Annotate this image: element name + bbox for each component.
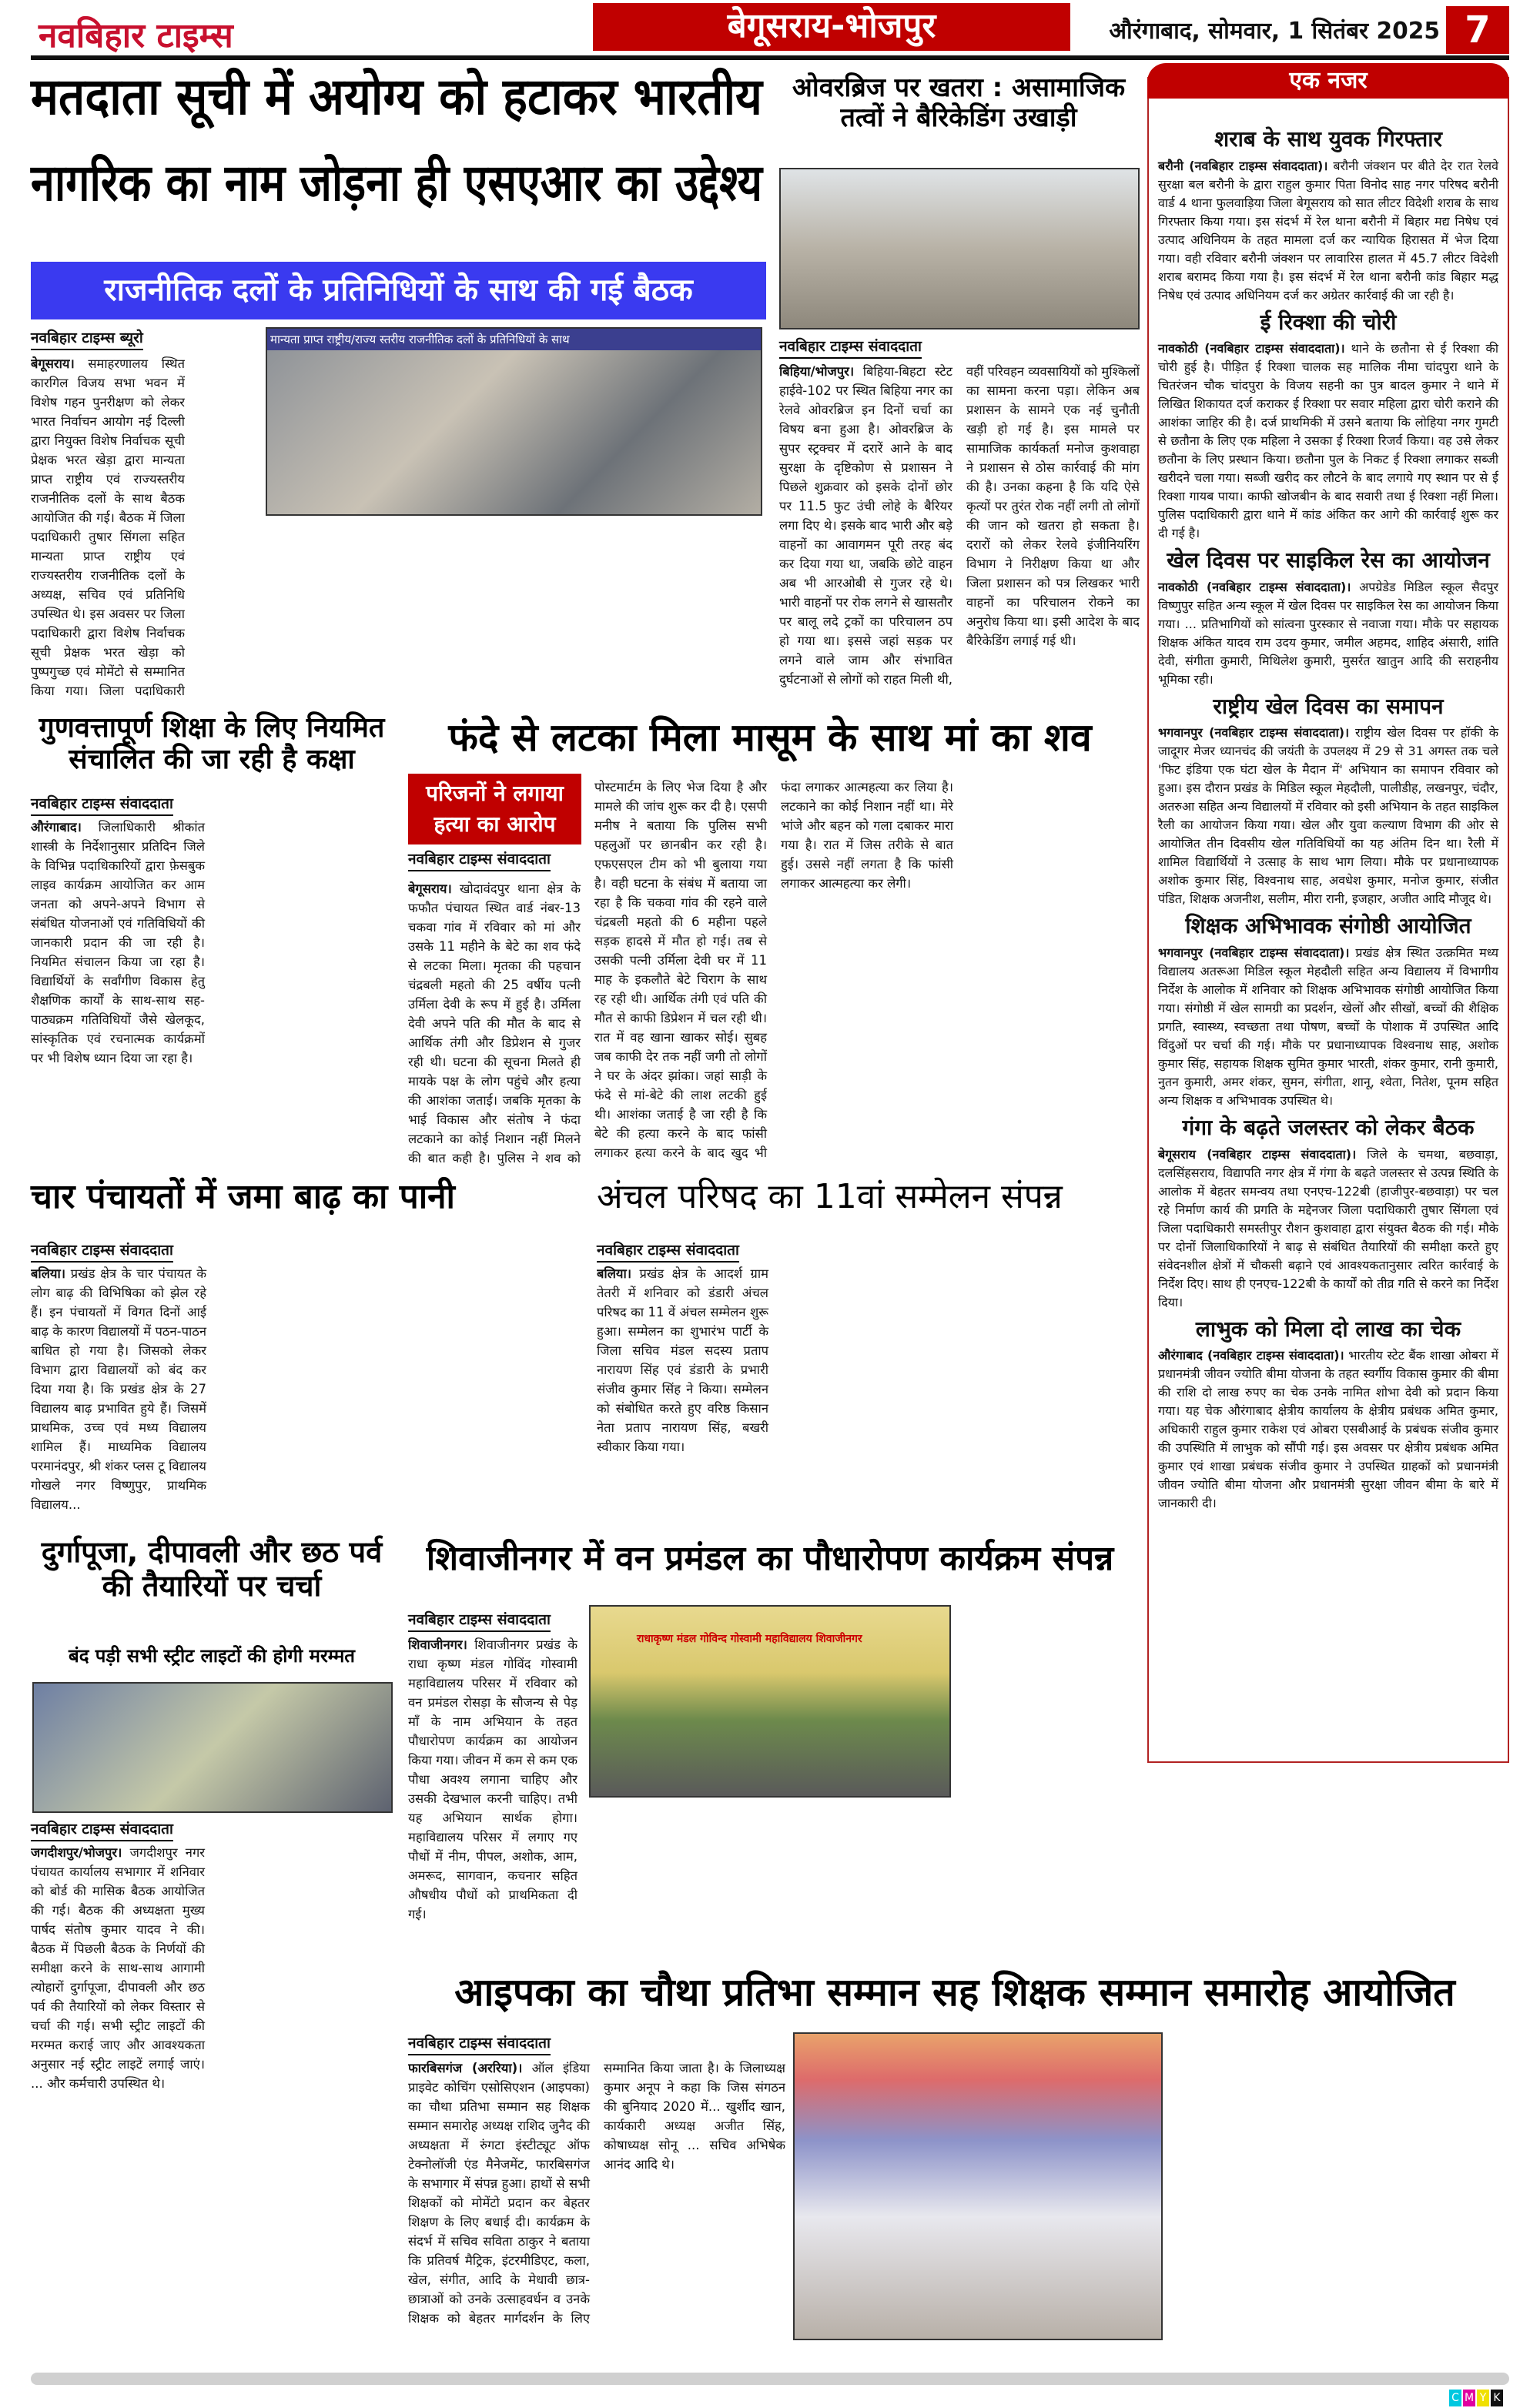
flood-byline-block bbox=[31, 1239, 200, 1267]
dateline: फारबिसगंज (अररिया)। bbox=[408, 2061, 523, 2075]
durgapuja-body bbox=[31, 1843, 393, 2343]
education-byline-block bbox=[31, 793, 200, 821]
education-body bbox=[31, 818, 393, 1172]
cmyk-k: K bbox=[1491, 2390, 1503, 2406]
dateline: बेगूसराय। bbox=[31, 356, 75, 371]
ek-nazar-headline: खेल दिवस पर साइकिल रेस का आयोजन bbox=[1167, 547, 1490, 574]
ek-nazar-text bbox=[1158, 1145, 1498, 1312]
flood-headline: चार पंचायतों में जमा बाढ़ का पानी bbox=[31, 1177, 455, 1216]
shivajinagar-col1 bbox=[408, 1635, 578, 1957]
hanging-kicker: परिजनों ने लगाया हत्या का आरोप bbox=[408, 774, 581, 844]
anchal-byline-block bbox=[597, 1239, 766, 1267]
dateline: जगदीशपुर/भोजपुर। bbox=[31, 1845, 122, 1860]
ek-nazar-text bbox=[1158, 1346, 1498, 1513]
aipaka-photo bbox=[793, 2032, 1163, 2340]
article-body: जिले के चमथा, बछवाड़ा, दलसिंहसराय, विद्यापति नगर क्षेत्र में गंगा के बढ़ते जलस्तर से उत्पन्न स्थिति के आलोक में बेहतर समन्वय तथा एनएच-122बी (हाजीपुर-बछवाड़ा) पर चल रहे निर्माण कार्य की प्रगति के मद्देनजर जिला पदाधिकारी तुषार सिंगला एवं जिला पदाधिकारी समस्तीपुर रौशन कुशवाहा द्वारा संयुक्त बैठक की गई। मौके पर दोनों जिलाधिकारियों ने बाढ़ से संबंधित तैयारियों की समीक्षा करते हुए संवेदनशील क्षेत्रों में चौकसी बढ़ाने एवं आवश्यकतानुसार त्वरित कार्रवाई के निर्देश दिए। साथ ही एनएच-122बी के कार्यों को तीव्र गति से करने का निर्देश दिया। bbox=[1158, 1146, 1499, 1309]
byline: नवबिहार टाइम्स संवाददाता bbox=[408, 2032, 551, 2055]
article-body: प्रखंड क्षेत्र स्थित उत्क्रमित मध्य विद्यालय अतरूआ मिडिल स्कूल मेहदौली सहित अन्य विद्यालय में विभागीय निर्देश के आलोक में शनिवार को शिक्षक अभिभावक संगोष्ठी आयोजित किया गया। संगोष्ठी में खेल सामग्री का प्रदर्शन, खेलों और सीखों, बच्चों की शैक्षिक प्रगति, स्वास्थ्य, स्वच्छता तथा पोषण, बच्चों के पोशाक में उपस्थित आदि विंदुओं पर चर्चा की गई। मौके पर प्रधानाध्यापक विश्वनाथ साह, अशोक कुमार सिंह, सहायक शिक्षक सुमित कुमार भारती, शंकर कुमार, रानी कुमारी, नुतन कुमारी, अमर शंकर, सुमन, संगीता, शानू, श्वेता, नितेश, पूनम सहित अन्य शिक्षक व अभिभावक उपस्थित थे। bbox=[1158, 945, 1498, 1108]
kicker-spacer bbox=[408, 778, 581, 879]
dateline: नावकोठी (नवबिहार टाइम्स संवाददाता)। bbox=[1158, 341, 1345, 356]
plantation-photo bbox=[589, 1605, 951, 1798]
dateline: नावकोठी (नवबिहार टाइम्स संवाददाता)। bbox=[1158, 579, 1351, 594]
article-body: जगदीशपुर नगर पंचायत कार्यालय सभागार में शनिवार को बोर्ड की मासिक बैठक आयोजित की गई। बैठक की अध्यक्षता मुख्य पार्षद संतोष कुमार यादव ने की। बैठक में पिछली बैठक के निर्णयों की समीक्षा करने के साथ-साथ आगामी त्योहारों दुर्गापूजा, दीपावली और छठ पर्व की तैयारियों को लेकर विस्तार से चर्चा की गई। सभी स्ट्रीट लाइटों की मरम्मत कराई जाए और आवश्यकता अनुसार नई स्ट्रीट लाइटें लगाई जाएं। ... और कर्मचारी उपस्थित थे। bbox=[31, 1845, 205, 2091]
ek-nazar-headline: गंगा के बढ़ते जलस्तर को लेकर बैठक bbox=[1182, 1114, 1475, 1140]
newspaper-logo: नवबिहार टाइम्स bbox=[38, 16, 233, 55]
lead-story-photo bbox=[266, 327, 762, 516]
article-body: ऑल इंडिया प्राइवेट कोचिंग एसोसिएशन (आइपका) का चौथा प्रतिभा सम्मान सह शिक्षक सम्मान समारोह अध्यक्ष राशिद जुनैद की अध्यक्षता में रुंगटा इंस्टीट्यूट ऑफ टेक्नोलॉजी एंड मैनेजमेंट, फारबिसगंज के सभागार में संपन्न हुआ। हाथों से सभी शिक्षकों को मोमेंटो प्रदान कर बेहतर शिक्षण के लिए बधाई दी। कार्यक्रम के संदर्भ में सचिव सविता ठाकुर ने बताया कि प्रतिवर्ष मैट्रिक, इंटरमीडिएट, कला, खेल, संगीत, आदि के मेधावी छात्र-छात्राओं को उनके उत्साहवर्धन व उनके शिक्षक को बेहतर मार्गदर्शन के लिए सम्मानित किया जाता है। के जिलाध्यक्ष कुमार अनूप ने कहा कि जिस संगठन की बुनियाद 2020 में... खुर्शीद खान, कार्यकारी अध्यक्ष अजीत सिंह, कोषाध्यक्ष सोनू ... सचिव अभिषेक आनंद आदि थे। bbox=[408, 2061, 785, 2326]
article-body: खोदावंदपुर थाना क्षेत्र के फफौत पंचायत स्थित वार्ड नंबर-13 चकवा गांव में रविवार को मां और उसके 11 महीने के बेटे का शव फंदे से लटका मिला। मृतका की पहचान चंद्रबली महतो की 25 वर्षीय पत्नी उर्मिला देवी के रूप में हुई है। उर्मिला देवी अपने पति की मौत के बाद से आर्थिक तंगी और डिप्रेशन से गुजर रही थी। घटना की सूचना मिलते ही मायके पक्ष के लोग पहुंचे और हत्या की आशंका जताई। जबकि मृतका के भाई विकास और संतोष ने फंदा लटकाने का कोई निशान नहीं मिलने की बात कही है। पुलिस ने शव को पोस्टमार्टम के लिए भेज दिया है और मामले की जांच शुरू कर दी है। एसपी मनीष ने बताया कि पुलिस सभी पहलुओं पर छानबीन कर रही है। एफएसएल टीम को भी बुलाया गया है। वही घटना के संबंध में बताया जा रहा है कि चकवा गांव की रहने वाले चंद्रबली महतो की 6 महीना पहले सड़क हादसे में मौत हो गई। तब से उसकी पत्नी उर्मिला देवी घर में 11 माह के इकलौते बेटे चिराग के साथ रह रही थी। आर्थिक तंगी एवं पति की मौत से काफी डिप्रेशन में चल रही थी। रात में वह खाना खाकर सोई। सुबह जब काफी देर तक नहीं जगी तो लोगों ने घर के अंदर झांका। जहां साड़ी के फंदे से मां-बेटे की लाश लटकी हुई थी। आशंका जताई है जा रही है कि बेटे की हत्या करने के बाद फांसी लगाकर हत्या करने के बाद खुद भी फंदा लगाकर आत्महत्या कर लिया है। लटकाने का कोई निशान नहीं था। मेरे भांजे और बहन को गला दबाकर मारा गया है। रात में जिस तरीके से बात हुई। उससे नहीं लगता है कि फांसी लगाकर आत्महत्या कर लेगी। bbox=[408, 780, 953, 1166]
photo-banner-text: मान्यता प्राप्त राष्ट्रीय/राज्य स्तरीय राजनीतिक दलों के प्रतिनिधियों के साथ bbox=[267, 329, 761, 350]
hanging-body bbox=[408, 778, 1140, 1170]
dateline: बेगूसराय। bbox=[408, 881, 452, 896]
shivajinagar-headline: शिवाजीनगर में वन प्रमंडल का पौधारोपण कार्यक्रम संपन्न bbox=[426, 1539, 1114, 1578]
article-body: राष्ट्रीय खेल दिवस पर हॉकी के जादूगर मेजर ध्यानचंद की जयंती के उपलक्ष्य में 29 से 31 अगस्त तक चले 'फिट इंडिया एक घंटा खेल के मैदान में' अभियान का समापन रविवार को हुआ। इस दौरान प्रखंड के मिडिल स्कूल मेहदौली, पालीडीह, लखनपुर, चंदौर, अतरुआ सहित अन्य विद्यालयों में रविवार को इसी अभियान के तहत साइकिल रैली का आयोजन किया गया। खेल और युवा कल्याण विभाग की ओर से आयोजित तीन दिवसीय खेल गतिविधियों का यह अंतिम दिन था। रैली में शामिल विद्यार्थियों ने उत्साह के साथ भाग लिया। मौके पर प्रधानाध्यापक अशोक कुमार सिंह, विश्वनाथ साह, अवधेश कुमार, मनोज कुमार, संजीत पंडित, शिक्षक अजनीश, सलीम, मीरा रानी, इजहार, अजीत आदि मौजूद थे। bbox=[1158, 725, 1498, 907]
article-body: प्रखंड क्षेत्र के आदर्श ग्राम तेतरी में शनिवार को डंडारी अंचल परिषद का 11 वें अंचल सम्मेलन शुरू हुआ। सम्मेलन का शुभारंभ पार्टी के जिला सचिव मंडल सदस्य प्रताप नारायण सिंह एवं डंडारी के प्रभारी संजीव कुमार सिंह ने किया। सम्मेलन को संबोधित करते हुए वरिष्ठ किसान नेता प्रताप नारायण सिंह, बखरी स्वीकार किया गया। bbox=[597, 1266, 768, 1454]
cmyk-y: Y bbox=[1477, 2390, 1489, 2406]
lead-headline-line1: मतदाता सूची में अयोग्य को हटाकर भारतीय bbox=[31, 67, 762, 126]
lead-subhead-banner: राजनीतिक दलों के प्रतिनिधियों के साथ की गई बैठक bbox=[31, 262, 766, 319]
cmyk-c: C bbox=[1449, 2390, 1461, 2406]
dateline: बलिया। bbox=[31, 1266, 65, 1281]
durgapuja-byline-block bbox=[31, 1818, 200, 1846]
ek-nazar-sidebar bbox=[1147, 77, 1509, 1763]
article-body: समाहरणालय स्थित कारगिल विजय सभा भवन में विशेष गहन पुनरीक्षण को लेकर भारत निर्वाचन आयोग नई दिल्ली द्वारा नियुक्त विशेष निर्वाचक सूची प्रेक्षक भरत खेड़ा द्वारा मान्यता प्राप्त राष्ट्रीय एवं राज्यस्तरीय राजनीतिक दलों के साथ बैठक आयोजित की गई। बैठक में जिला पदाधिकारी तुषार सिंगला सहित मान्यता प्राप्त राष्ट्रीय एवं राज्यस्तरीय राजनीतिक दलों के अध्यक्ष, सचिव एवं प्रतिनिधि उपस्थित थे। इस अवसर पर जिला पदाधिकारी द्वारा विशेष निर्वाचक सूची प्रेक्षक भरत खेड़ा को पुष्पगुच्छ एवं मोमेंटो से सम्मानित किया गया। जिला पदाधिकारी bbox=[31, 356, 185, 698]
article-body: बरौनी जंक्शन पर बीते देर रात रेलवे सुरक्षा बल बरौनी के द्वारा राहुल कुमार पिता विनोद साह नगर परिषद बरौनी वार्ड 4 थाना फुलवाड़िया जिला बेगूसराय को सात लीटर विदेशी शराब के साथ गिरफ्तार किया गया। इस संदर्भ में रेल थाना बरौनी में बिहार मद्य निषेध एवं उत्पाद अधिनियम के तहत मामला दर्ज कर न्यायिक हिरासत में भेज दिया गया। वही रविवार बरौनी जंक्शन पर लावारिस हालत में 45.7 लीटर विदेशी शराब बरामद किया गया है। इस संदर्भ में रेल थाना बरौनी कांड बिहार मद्ध निषेध एवं उत्पाद अधिनियम दर्ज कर अग्रेतर कार्रवाई की जा रही है। bbox=[1158, 158, 1498, 303]
byline: नवबिहार टाइम्स संवाददाता bbox=[31, 1239, 173, 1263]
ek-nazar-text bbox=[1158, 724, 1498, 908]
article-body: शिवाजीनगर प्रखंड के राधा कृष्ण मंडल गोविंद गोस्वामी महाविद्यालय परिसर में रविवार को वन प्रमंडल रोसड़ा के सौजन्य से पेड़ माँ के नाम अभियान के तहत पौधारोपण कार्यक्रम का आयोजन किया गया। जीवन में कम से कम एक पौधा अवश्य लगाना चाहिए और उसकी देखभाल करनी चाहिए। तभी यह अभियान सार्थक होगा। महाविद्यालय परिसर में लगाए गए पौधों में नीम, पीपल, अशोक, आम, अमरूद, सागवान, कचनार सहित औषधीय पौधों को प्राथमिकता दी गई। bbox=[408, 1637, 578, 1921]
article-body: भारतीय स्टेट बैंक शाखा ओबरा में प्रधानमंत्री जीवन ज्योति बीमा योजना के तहत स्वर्गीय विकास कुमार की बीमा की राशि दो लाख रुपए का चेक उनके नामित शोभा देवी को प्रदान किया गया। यह चेक औरंगाबाद क्षेत्रीय कार्यालय के क्षेत्रीय प्रबंधक अमित कुमार, अधिकारी राहुल कुमार राकेश एवं ओबरा एसबीआई के प्रबंधक संजीव कुमार की उपस्थिति में लाभुक को सौंपी गई। इस अवसर पर क्षेत्रीय प्रबंधक अमित कुमार एवं शाखा प्रबंधक संजीव कुमार ने उपस्थित ग्राहकों को प्रधानमंत्री जीवन ज्योति बीमा योजना और प्रधानमंत्री सुरक्षा जीवन बीमा के बारे में जानकारी दी। bbox=[1158, 1348, 1498, 1511]
durgapuja-headline: दुर्गापूजा, दीपावली और छठ पर्व की तैयारियों पर चर्चा bbox=[41, 1535, 383, 1603]
article-body: थाने के छतौना से ई रिक्शा की चोरी हुई है। पीड़ित ई रिक्शा चालक सह मालिक नीमा चांदपुरा थाने के चितरंजन चौक चांदपुरा के विजय सहनी का पुत्र बादल कुमार ने थाने में लिखित शिकायत दर्ज कराकर ई रिक्शा पर सवार महिला द्वारा चोरी कराने की आशंका जाहिर की है। दर्ज प्राथमिकी में उसने बताया कि लोहिया नगर गुमटी से छतौना के लिए एक महिला ने उसका ई रिक्शा रिजर्व किया। वह उसे लेकर छतौना के लिए प्रस्थान किया। छतौना पुल के निकट ई रिक्शा लगाकर सब्जी खरीदने चला गया। सब्जी खरीद कर लौटने के बाद लगाये गए स्थान पर से ई रिक्शा गायब पाया। काफी खोजबीन के बाद सवारी तथा ई रिक्शा नहीं मिला। पुलिस पदाधिकारी द्वारा थाने में कांड अंकित कर आगे की कार्रवाई शुरू कर दी गई है। bbox=[1158, 341, 1498, 541]
byline: नवबिहार टाइम्स संवाददाता bbox=[31, 793, 173, 816]
lead-story-byline-block bbox=[31, 327, 185, 355]
dateline: शिवाजीनगर। bbox=[408, 1637, 467, 1652]
ek-nazar-headline: शिक्षक अभिभावक संगोष्ठी आयोजित bbox=[1185, 913, 1471, 939]
aipaka-headline: आइपका का चौथा प्रतिभा सम्मान सह शिक्षक सम्मान समारोह आयोजित bbox=[454, 1970, 1455, 2015]
durgapuja-subhead: बंद पड़ी सभी स्ट्रीट लाइटों की होगी मरम्मत bbox=[69, 1645, 355, 1667]
byline: नवबिहार टाइम्स संवाददाता bbox=[408, 848, 551, 871]
dateline: औरंगाबाद (नवबिहार टाइम्स संवाददाता)। bbox=[1158, 1348, 1344, 1363]
ek-nazar-text bbox=[1158, 157, 1498, 305]
masthead-rule bbox=[31, 55, 1509, 60]
shivajinagar-byline-block bbox=[408, 1609, 578, 1637]
dateline: औरंगाबाद। bbox=[31, 820, 82, 834]
overbridge-photo bbox=[779, 168, 1140, 329]
ek-nazar-header: एक नजर bbox=[1147, 63, 1509, 99]
ek-nazar-headline: शराब के साथ युवक गिरफ्तार bbox=[1214, 126, 1442, 152]
aipaka-body bbox=[408, 2059, 785, 2343]
overbridge-headline: ओवरब्रिज पर खतरा : असामाजिक तत्वों ने बैरिकेडिंग उखाड़ी bbox=[792, 72, 1126, 134]
ek-nazar-headline: लाभुक को मिला दो लाख का चेक bbox=[1195, 1316, 1461, 1342]
lead-story-col1 bbox=[31, 354, 185, 701]
article-body: बिहिया-बिहटा स्टेट हाईवे-102 पर स्थित बिहिया नगर का रेलवे ओवरब्रिज इन दिनों चर्चा का विषय बना हुआ है। ओवरब्रिज के सुपर स्ट्रक्चर में दरारें आने के बाद सुरक्षा के दृष्टिकोण से प्रशासन ने पिछले शुक्रवार को इसके दोनों छोर पर 11.5 फुट उंची लोहे के बैरियर लगा दिए थे। इसके बाद भारी और बड़े वाहनों का आवागमन पूरी तरह बंद कर दिया गया था, जबकि छोटे वाहन अब भी आरओबी से गुजर रहे थे। भारी वाहनों पर रोक लगने से खासतौर पर बालू लदे ट्रकों का परिचालन ठप हो गया था। इससे जहां सड़क पर लगने वाले जाम और संभावित दुर्घटनाओं से लोगों को राहत मिली थी, वहीं परिवहन व्यवसायियों को मुश्किलों का सामना करना पड़ा। लेकिन अब प्रशासन के सामने एक नई चुनौती खड़ी हो गई है। इस मामले पर सामाजिक कार्यकर्ता मनोज कुशवाहा ने प्रशासन से ठोस कार्रवाई की मांग की है। उनका कहना है कि यदि ऐसे कृत्यों पर तुरंत रोक नहीं लगी तो लोगों की जान को खतरा हो सकता है। दरारों को लेकर रेलवे इंजीनियरिंग विभाग ने निरीक्षण किया था और जिला प्रशासन को पत्र लिखकर भारी वाहनों का परिचालन रोकने का अनुरोध किया था। इसी आदेश के बाद बैरिकेडिंग लगाई गई थी। bbox=[779, 364, 1140, 687]
issue-date: औरंगाबाद, सोमवार, 1 सितंबर 2025 bbox=[1109, 14, 1440, 45]
article-body: जिलाधिकारी श्रीकांत शास्त्री के निर्देशानुसार प्रतिदिन जिले के विभिन्न पदाधिकारियों द्वारा फ़ेसबुक लाइव कार्यक्रम आयोजित कर आम जनता को अपने-अपने विभाग से संबंधित योजनाओं एवं गतिविधियों की जानकारी प्रदान की जा रही है। नियमित संचालन किया जा रहा है। विद्यार्थियों के सर्वांगीण विकास हेतु शैक्षणिक कार्यों के साथ-साथ सह-पाठ्यक्रम गतिविधियों जैसे खेलकूद, सांस्कृतिक एवं रचनात्मक कार्यक्रमों पर भी विशेष ध्यान दिया जा रहा है। bbox=[31, 820, 206, 1065]
dateline: बिहिया/भोजपुर। bbox=[779, 364, 855, 379]
byline: नवबिहार टाइम्स ब्यूरो bbox=[31, 327, 143, 350]
overbridge-body bbox=[779, 362, 1140, 701]
byline: नवबिहार टाइम्स संवाददाता bbox=[779, 336, 922, 359]
byline: नवबिहार टाइम्स संवाददाता bbox=[408, 1609, 551, 1632]
registration-bar bbox=[31, 2373, 1509, 2385]
ek-nazar-text bbox=[1158, 339, 1498, 543]
education-headline: गुणवत्तापूर्ण शिक्षा के लिए नियमित संचालित की जा रही है कक्षा bbox=[38, 712, 385, 776]
page-number: 7 bbox=[1446, 6, 1509, 54]
dateline: बेगूसराय (नवबिहार टाइम्स संवाददाता)। bbox=[1158, 1146, 1357, 1162]
lead-headline-line2: नागरिक का नाम जोड़ना ही एसएआर का उद्देश्य bbox=[31, 153, 762, 212]
dateline: भगवानपुर (नवबिहार टाइम्स संवाददाता)। bbox=[1158, 725, 1350, 741]
dateline: बरौनी (नवबिहार टाइम्स संवाददाता)। bbox=[1158, 158, 1328, 173]
section-title: बेगूसराय-भोजपुर bbox=[593, 3, 1070, 51]
flood-body bbox=[31, 1264, 585, 1524]
photo-banner-text: राधाकृष्ण मंडल गोविन्द गोस्वामी महाविद्यालय शिवाजीनगर bbox=[637, 1633, 862, 1645]
ek-nazar-text bbox=[1158, 944, 1498, 1110]
ek-nazar-headline: ई रिक्शा की चोरी bbox=[1260, 309, 1397, 335]
article-body: प्रखंड क्षेत्र के चार पंचायत के लोग बाढ़ की विभिषिका को झेल रहे हैं। इन पंचायतों में विगत दिनों आई बाढ़ के कारण विद्यालयों में पठन-पाठन बाधित हो गया है। जिसको लेकर विभाग द्वारा विद्यालयों को बंद कर दिया गया है। कि प्रखंड क्षेत्र के 27 विद्यालय बाढ़ प्रभावित हुये हैं। जिसमें प्राथमिक, उच्च एवं मध्य विद्यालय शामिल हैं। माध्यमिक विद्यालय परमानंदपुर, श्री शंकर प्लस टू विद्यालय गोखले नगर विष्णुपुर, प्राथमिक विद्यालय... bbox=[31, 1266, 206, 1512]
anchal-body bbox=[597, 1264, 1140, 1524]
aipaka-byline-block bbox=[408, 2032, 578, 2060]
hanging-headline: फंदे से लटका मिला मासूम के साथ मां का शव bbox=[448, 715, 1092, 760]
byline: नवबिहार टाइम्स संवाददाता bbox=[31, 1818, 173, 1841]
byline: नवबिहार टाइम्स संवाददाता bbox=[597, 1239, 739, 1263]
dateline: भगवानपुर (नवबिहार टाइम्स संवाददाता)। bbox=[1158, 945, 1350, 960]
cmyk-m: M bbox=[1463, 2390, 1475, 2406]
overbridge-byline-block bbox=[779, 336, 949, 363]
article-body: अपग्रेडेड मिडिल स्कूल सैदपुर विष्णुपुर सहित अन्य स्कूल में खेल दिवस पर साइकिल रेस का आयोजन किया गया। ... प्रतिभागियों को सांत्वना पुरस्कार से नवाजा गया। मौके पर सहायक शिक्षक अंकित यादव राम उदय कुमार, जमील अहमद, शाहिद अंसारी, शांति देवी, संगीता कुमारी, मिथिलेश कुमारी, मुसर्रत खातुन आदि की सराहनीय भूमिका रही। bbox=[1158, 579, 1498, 687]
ek-nazar-text bbox=[1158, 578, 1498, 689]
dateline: बलिया। bbox=[597, 1266, 631, 1281]
durgapuja-photo bbox=[32, 1682, 393, 1813]
ek-nazar-headline: राष्ट्रीय खेल दिवस का समापन bbox=[1213, 693, 1444, 719]
anchal-headline: अंचल परिषद का 11वां सम्मेलन संपन्न bbox=[597, 1177, 1063, 1216]
